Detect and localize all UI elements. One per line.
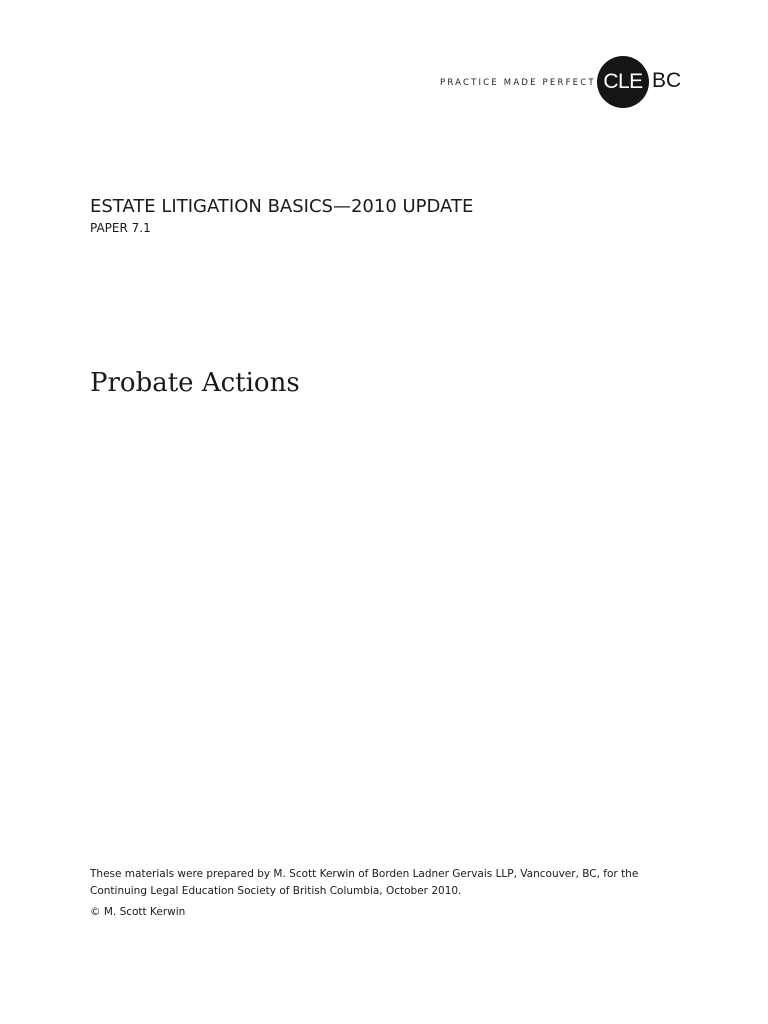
logo-bc-text: BC bbox=[652, 69, 682, 92]
attribution bbox=[90, 866, 710, 900]
document-title: Probate Actions bbox=[90, 368, 300, 398]
tagline: PRACTICE MADE PERFECT bbox=[440, 78, 596, 88]
attribution-line-2: Continuing Legal Education Society of British Columbia, October 2010. bbox=[90, 885, 462, 897]
attribution-line-1: These materials were prepared by M. Scott Kerwin of Borden Ladner Gervais LLP, Vancouver, BC, for the bbox=[90, 868, 639, 880]
cle-bc-logo bbox=[597, 56, 681, 110]
copyright: © M. Scott Kerwin bbox=[90, 906, 186, 918]
series-title: ESTATE LITIGATION BASICS—2010 UPDATE bbox=[90, 196, 474, 217]
logo-cle-text: CLE bbox=[603, 70, 643, 93]
paper-number: PAPER 7.1 bbox=[90, 221, 151, 235]
logo-circle bbox=[597, 56, 649, 108]
header-logo bbox=[440, 56, 690, 110]
